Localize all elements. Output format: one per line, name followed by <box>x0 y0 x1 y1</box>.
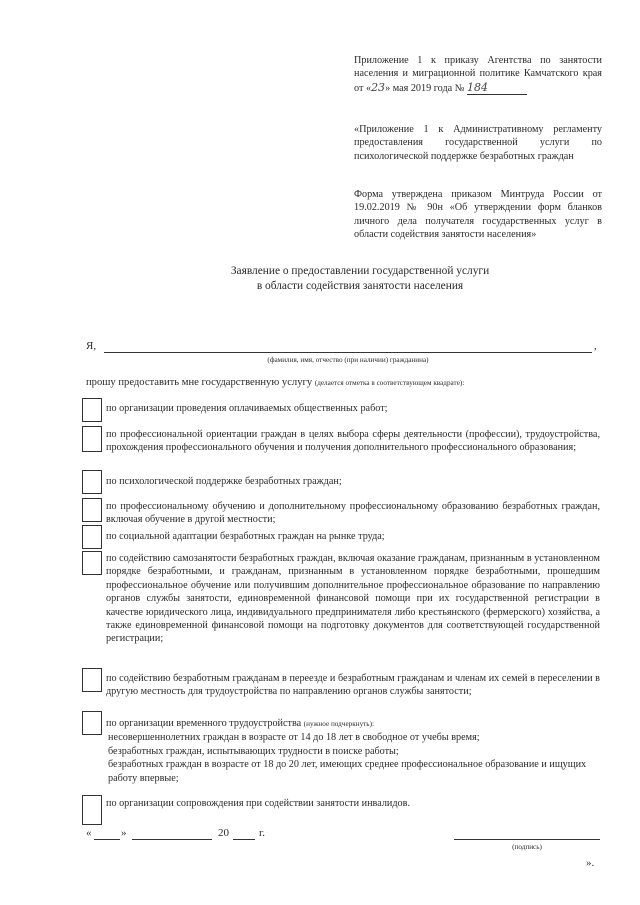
date-month-field[interactable] <box>132 839 212 840</box>
request-line <box>86 377 464 388</box>
applicant-prefix: Я, <box>86 340 97 352</box>
request-note: (делается отметка в соответствующем квадрате): <box>314 379 465 387</box>
applicant-suffix: , <box>594 340 597 352</box>
option-checkbox-1[interactable] <box>82 398 102 422</box>
option-social-adaptation: по социальной адаптации безработных граждан на рынке труда; <box>106 531 385 542</box>
date-year-field[interactable] <box>233 839 255 840</box>
year-prefix: 20 <box>218 827 229 839</box>
temp-employment-label: по организации временного трудоустройства <box>106 718 302 729</box>
option-checkbox-2[interactable] <box>82 426 102 452</box>
option-checkbox-3[interactable] <box>82 470 102 494</box>
option-checkbox-8[interactable] <box>82 711 102 735</box>
title-line-2: в области содействия занятости населения <box>256 279 464 292</box>
option-public-works: по организации проведения оплачиваемых общественных работ; <box>106 403 388 414</box>
form-approval-note: Форма утверждена приказом Минтруда России от 19.02.2019 № 90н «Об утверждении форм бланков личного дела получателя государственных услуг в области содействия занятости населения» <box>354 189 602 240</box>
option-checkbox-4[interactable] <box>82 498 102 522</box>
document-title <box>140 264 580 293</box>
date-open-quote: « <box>86 827 92 839</box>
date-day-field[interactable] <box>94 839 120 840</box>
appendix-day: 23 <box>371 80 386 94</box>
appendix-header <box>354 54 602 95</box>
option-checkbox-5[interactable] <box>82 525 102 549</box>
closing-quote: ». <box>586 857 595 869</box>
signature-caption: (подпись) <box>512 843 542 851</box>
option-career-guidance: по профессиональной ориентации граждан в целях выбора сферы деятельности (профессии), трудоустройства, прохождения профессионального обучения и получения дополнительного профессионального образования; <box>106 429 600 454</box>
option-checkbox-6[interactable] <box>82 551 102 575</box>
request-text: прошу предоставить мне государственную услугу <box>86 377 313 388</box>
option-checkbox-7[interactable] <box>82 668 102 692</box>
regulation-note: «Приложение 1 к Административному регламенту предоставления государственной услуги по психологической поддержке безработных граждан <box>354 124 602 162</box>
option-relocation: по содействию безработным гражданам в переезде и безработным гражданам и членам их семей в переселении в другую местность для трудоустройства по направлению органов службы занятости; <box>106 673 600 698</box>
option-self-employment: по содействию самозанятости безработных граждан, включая оказание гражданам, признанным в установленном порядке безработными, и гражданам, признанным в установленном порядке безработными, прошедшим профессиональное обучение или получившим дополнительное профессиональное образование по направлению органов службы занятости, единовременной финансовой помощи при их государственной регистрации в качестве юридического лица, индивидуального предпринимателя либо крестьянского (фермерского) хозяйства, а также единовременной финансовой помощи на подготовку документов для соответствующей государственной регистрации; <box>106 553 600 645</box>
date-close-quote: » <box>121 827 127 839</box>
option-temporary-employment <box>106 717 600 785</box>
appendix-number: 184 <box>467 81 527 95</box>
temp-sub-difficulties[interactable]: безработных граждан, испытывающих трудности в поиске работы; <box>108 745 399 757</box>
signature-field[interactable] <box>454 839 600 840</box>
option-vocational-training: по профессиональному обучению и дополнительному профессиональному образованию безработных граждан, включая обучение в другой местности; <box>106 501 600 526</box>
appendix-text-2: » мая 2019 года № <box>385 82 465 94</box>
applicant-caption: (фамилия, имя, отчество (при наличии) гражданина) <box>267 356 429 364</box>
temp-sub-minors[interactable]: несовершеннолетних граждан в возрасте от 14 до 18 лет в свободное от учебы время; <box>108 732 480 744</box>
temp-employment-note: (нужное подчеркнуть): <box>303 720 374 728</box>
year-suffix: г. <box>259 827 266 839</box>
option-checkbox-9[interactable] <box>82 795 102 825</box>
temp-sub-graduates[interactable]: безработных граждан в возрасте от 18 до 20 лет, имеющих среднее профессиональное образование и ищущих работу впервые; <box>108 759 587 784</box>
applicant-name-field[interactable] <box>104 352 592 353</box>
title-line-1: Заявление о предоставлении государственной услуги <box>230 265 490 277</box>
option-disability-support: по организации сопровождения при содействии занятости инвалидов. <box>106 798 410 809</box>
option-psychological-support: по психологической поддержке безработных граждан; <box>106 476 342 487</box>
appendix-text: Приложение 1 к приказу Агентства по занятости населения и миграционной политике Камчатского края от « <box>354 55 602 94</box>
